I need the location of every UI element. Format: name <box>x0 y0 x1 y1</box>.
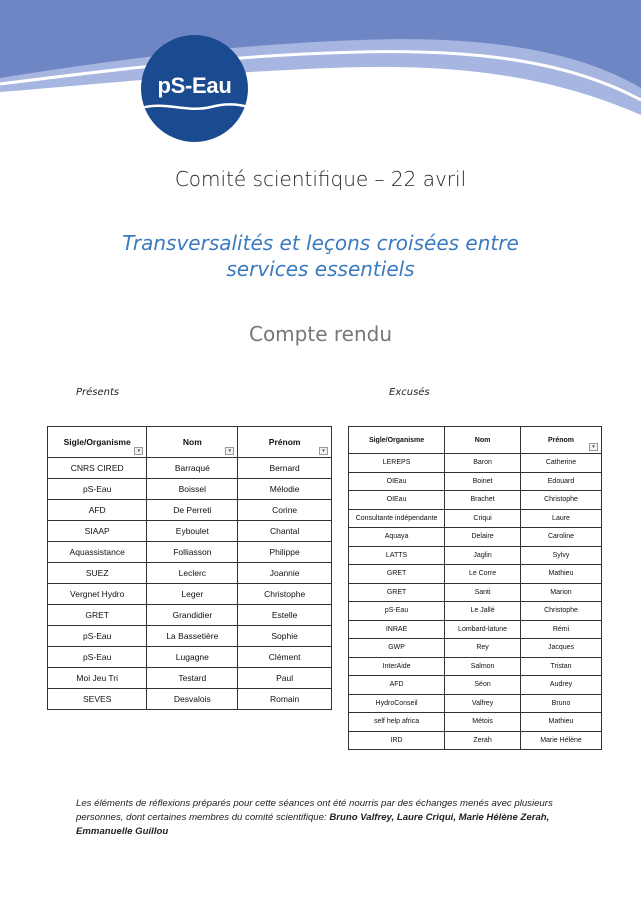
table-cell: Corine <box>238 500 332 521</box>
table-cell: Jaglin <box>445 546 521 565</box>
table-cell: Valfrey <box>445 694 521 713</box>
table-cell: Folliasson <box>147 542 238 563</box>
table-row <box>349 713 602 732</box>
table-cell: Leger <box>147 584 238 605</box>
table-cell: Delaire <box>445 528 521 547</box>
table-cell: Boinet <box>445 472 521 491</box>
table-cell: CNRS CIRED <box>48 458 147 479</box>
table-cell: SIAAP <box>48 521 147 542</box>
excused-table <box>348 426 602 750</box>
table-row <box>349 565 602 584</box>
table-cell: Estelle <box>238 605 332 626</box>
filter-dropdown-icon[interactable]: ▾ <box>225 447 234 455</box>
table-cell: IRD <box>349 731 445 750</box>
column-header-label: Nom <box>182 437 202 447</box>
table-cell: pS-Eau <box>349 602 445 621</box>
column-header-label: Nom <box>474 436 491 444</box>
footer-names: Bruno Valfrey, Laure Criqui, Marie Hélène Zerah, Emmanuelle Guillou <box>76 812 550 837</box>
table-cell: Rémi <box>521 620 602 639</box>
table-cell: Mathieu <box>521 565 602 584</box>
table-cell: OIEau <box>349 472 445 491</box>
table-cell: LATTS <box>349 546 445 565</box>
table-cell: Bernard <box>238 458 332 479</box>
table-cell: Edouard <box>521 472 602 491</box>
table-cell: Consultante indépendante <box>349 509 445 528</box>
table-cell: GRET <box>349 583 445 602</box>
table-cell: Mathieu <box>521 713 602 732</box>
table-cell: Santi <box>445 583 521 602</box>
present-table <box>47 426 332 710</box>
table-cell: Le Jallé <box>445 602 521 621</box>
table-cell: Rey <box>445 639 521 658</box>
table-cell: Mélodie <box>238 479 332 500</box>
table-cell: Zerah <box>445 731 521 750</box>
table-cell: InterAide <box>349 657 445 676</box>
footer-note <box>76 797 576 839</box>
column-header-label: Prénom <box>547 436 575 444</box>
table-cell: Bruno <box>521 694 602 713</box>
table-cell: OIEau <box>349 491 445 510</box>
table-cell: Grandidier <box>147 605 238 626</box>
table-cell: SUEZ <box>48 563 147 584</box>
table-cell: Christophe <box>238 584 332 605</box>
table-cell: Audrey <box>521 676 602 695</box>
filter-dropdown-icon[interactable]: ▾ <box>319 447 328 455</box>
table-cell: HydroConseil <box>349 694 445 713</box>
table-cell: Métois <box>445 713 521 732</box>
table-cell: Laure <box>521 509 602 528</box>
table-cell: Marie Hélène <box>521 731 602 750</box>
table-cell: Baron <box>445 454 521 473</box>
table-row <box>349 583 602 602</box>
table-cell: Caroline <box>521 528 602 547</box>
table-row <box>48 647 332 668</box>
table-row <box>349 620 602 639</box>
table-cell: Tristan <box>521 657 602 676</box>
table-cell: Eyboulet <box>147 521 238 542</box>
column-header <box>238 427 332 458</box>
table-row <box>48 605 332 626</box>
column-header <box>147 427 238 458</box>
table-cell: SEVES <box>48 689 147 710</box>
header-banner <box>0 0 641 140</box>
table-row <box>48 626 332 647</box>
present-label: Présents <box>76 387 120 398</box>
column-header <box>349 427 445 454</box>
table-cell: LEREPS <box>349 454 445 473</box>
table-row <box>349 676 602 695</box>
column-header-label: Sigle/Organisme <box>368 436 425 444</box>
table-cell: La Bassetière <box>147 626 238 647</box>
table-row <box>48 521 332 542</box>
table-row <box>48 563 332 584</box>
table-cell: GRET <box>48 605 147 626</box>
table-cell: Le Corre <box>445 565 521 584</box>
excused-label: Excusés <box>389 387 430 398</box>
table-cell: Paul <box>238 668 332 689</box>
table-row <box>48 479 332 500</box>
column-header-label: Sigle/Organisme <box>63 437 131 447</box>
table-cell: Sylvy <box>521 546 602 565</box>
table-cell: pS-Eau <box>48 647 147 668</box>
table-row <box>349 546 602 565</box>
table-cell: Catherine <box>521 454 602 473</box>
table-cell: Lugagne <box>147 647 238 668</box>
table-row <box>349 528 602 547</box>
table-cell: Aquaya <box>349 528 445 547</box>
table-cell: Romain <box>238 689 332 710</box>
table-cell: GRET <box>349 565 445 584</box>
table-row <box>349 454 602 473</box>
table-cell: pS-Eau <box>48 479 147 500</box>
table-cell: pS-Eau <box>48 626 147 647</box>
table-cell: Marion <box>521 583 602 602</box>
table-cell: Sophie <box>238 626 332 647</box>
filter-dropdown-icon[interactable]: ▾ <box>589 443 598 451</box>
table-row <box>349 602 602 621</box>
table-row <box>48 668 332 689</box>
table-cell: Jacques <box>521 639 602 658</box>
column-header <box>445 427 521 454</box>
table-cell: Brachet <box>445 491 521 510</box>
table-cell: Philippe <box>238 542 332 563</box>
table-cell: GWP <box>349 639 445 658</box>
table-cell: INRAE <box>349 620 445 639</box>
table-row <box>48 689 332 710</box>
table-header-row <box>349 427 602 454</box>
report-label: Compte rendu <box>248 322 393 346</box>
logo-text: pS-Eau <box>157 73 232 98</box>
table-row <box>48 458 332 479</box>
page-title: Comité scientifique – 22 avril <box>174 167 467 191</box>
table-cell: Boissel <box>147 479 238 500</box>
table-row <box>349 639 602 658</box>
table-header-row <box>48 427 332 458</box>
table-cell: Testard <box>147 668 238 689</box>
table-row <box>48 500 332 521</box>
table-cell: AFD <box>48 500 147 521</box>
logo-wave-icon <box>141 99 248 115</box>
table-cell: Barraqué <box>147 458 238 479</box>
table-cell: Salmon <box>445 657 521 676</box>
table-row <box>48 542 332 563</box>
filter-dropdown-icon[interactable]: ▾ <box>134 447 143 455</box>
table-cell: Vergnet Hydro <box>48 584 147 605</box>
table-row <box>349 472 602 491</box>
table-row <box>349 491 602 510</box>
table-row <box>349 731 602 750</box>
ps-eau-logo <box>141 35 248 142</box>
column-header-label: Prénom <box>268 437 301 447</box>
table-cell: Leclerc <box>147 563 238 584</box>
table-cell: Christophe <box>521 602 602 621</box>
table-row <box>349 694 602 713</box>
table-row <box>349 509 602 528</box>
table-cell: AFD <box>349 676 445 695</box>
table-cell: Clément <box>238 647 332 668</box>
column-header <box>48 427 147 458</box>
table-cell: Christophe <box>521 491 602 510</box>
table-cell: Desvalois <box>147 689 238 710</box>
page-subtitle: Transversalités et leçons croisées entre services essentiels <box>122 231 519 281</box>
table-row <box>349 657 602 676</box>
table-cell: Moi Jeu Tri <box>48 668 147 689</box>
table-cell: De Perreti <box>147 500 238 521</box>
table-cell: Criqui <box>445 509 521 528</box>
footer-text: Les éléments de réflexions préparés pour cette séances ont été nourris par des échanges menés avec plusieurs personnes, dont certaines membres du comité scientifique: <box>76 798 553 823</box>
table-cell: Séon <box>445 676 521 695</box>
table-cell: self help africa <box>349 713 445 732</box>
table-cell: Chantal <box>238 521 332 542</box>
column-header <box>521 427 602 454</box>
table-cell: Joannie <box>238 563 332 584</box>
table-cell: Lombard-latune <box>445 620 521 639</box>
table-row <box>48 584 332 605</box>
table-cell: Aquassistance <box>48 542 147 563</box>
